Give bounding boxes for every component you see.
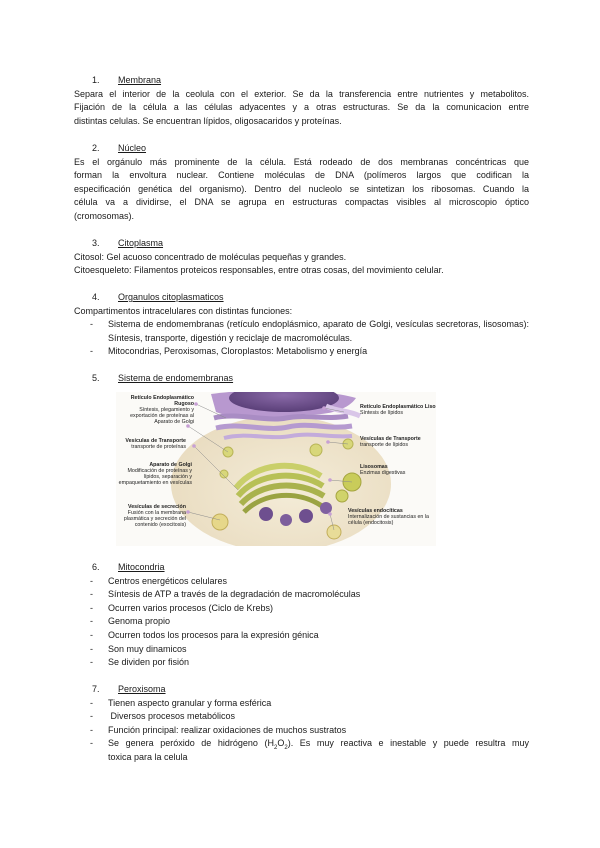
- text-part: O: [277, 738, 285, 749]
- label-transport-vesicles-right: [360, 436, 436, 448]
- list-item: - Tienen aspecto granular y forma esférica: [74, 697, 529, 711]
- text-part: toxica para la celula: [108, 751, 188, 762]
- list-item-text: Centros energéticos celulares: [108, 575, 228, 586]
- section-organulos: [74, 291, 529, 359]
- label-title: Vesículas endocíticas: [348, 508, 403, 514]
- section-intro: Compartimentos intracelulares con distintas funciones:: [74, 305, 293, 316]
- section-number: 4.: [92, 292, 100, 302]
- label-desc: Internalización de sustancias en la célula (endocitosis): [348, 514, 429, 526]
- section-title: Peroxisoma: [118, 684, 166, 694]
- section-number: 5.: [92, 373, 100, 383]
- section-endomembranas: [74, 372, 529, 386]
- label-title: Retículo Endoplasmático Liso: [360, 404, 436, 410]
- label-rer: [116, 395, 194, 425]
- paragraph-line: forman la envoltura nuclear. Contiene moléculas de DNA (polímeros largos que codifican la: [74, 170, 529, 181]
- text-part: ). Es muy reactiva e inestable y puede resultra muy: [287, 738, 529, 749]
- list-item: - Síntesis de ATP a través de la degradación de macromoléculas: [74, 588, 529, 602]
- section-title: Organulos citoplasmaticos: [118, 292, 224, 302]
- paragraph-line: Citoesqueleto: Filamentos proteicos responsables, entre otras cosas, del movimiento celular.: [74, 265, 444, 276]
- section-citoplasma: [74, 237, 529, 278]
- section-number: 6.: [92, 562, 100, 572]
- paragraph-line: Fijación de la célula a las células adyacentes y a otras estructuras. Se da la comunicacion entre: [74, 102, 529, 113]
- label-desc: Síntesis de lípidos: [360, 410, 403, 416]
- paragraph-line: (cromosomas).: [74, 210, 135, 221]
- list-item: - Ocurren todos los procesos para la expresión génica: [74, 629, 529, 643]
- label-secretory-vesicles: [116, 504, 186, 528]
- subscript: 2: [284, 745, 288, 752]
- list-item-text: Genoma propio: [108, 616, 171, 627]
- paragraph-line: Citosol: Gel acuoso concentrado de moléculas pequeñas y grandes.: [74, 251, 347, 262]
- label-ser: [360, 404, 436, 416]
- list-item-text: Son muy dinamicos: [108, 643, 187, 654]
- list-item: - Se genera peróxido de hidrógeno $(H_2O_2)$. Es muy reactiva e inestable y puede resultra muy toxica para la celula: [74, 737, 529, 764]
- list-item: - Mitocondrias, Peroxisomas, Cloroplastos: Metabolismo y energía: [74, 345, 529, 359]
- endocytic-vesicle: [327, 525, 341, 539]
- section-nucleo: [74, 142, 529, 224]
- label-title: Lisosomas: [360, 464, 388, 470]
- label-desc: Síntesis, plegamiento y exportación de proteínas al Aparato de Golgi: [130, 407, 194, 425]
- section-title: Sistema de endomembranas: [118, 373, 234, 383]
- label-title: Vesículas de Transporte: [125, 438, 186, 444]
- vesicle: [310, 444, 322, 456]
- list-item-text: Sistema de endomembranas (retículo endoplásmico, aparato de Golgi, vesículas secretoras, lisosomas): Síntesis, transporte, digestión y reciclaje de macromoléculas.: [108, 319, 529, 343]
- vesicle: [320, 502, 332, 514]
- label-golgi: [116, 462, 192, 486]
- label-title: Retículo Endoplasmático Rugoso: [130, 395, 194, 407]
- section-number: 2.: [92, 143, 100, 153]
- rer-fold: [214, 416, 348, 419]
- list-item: - Función principal: realizar oxidaciones de muchos sustratos: [74, 724, 529, 738]
- section-mitocondria: [74, 561, 529, 670]
- section-title: Mitocondria: [118, 562, 165, 572]
- list-item-text: Tienen aspecto granular y forma esférica: [108, 697, 272, 708]
- label-title: Vesículas de Transporte: [360, 436, 421, 442]
- vesicle: [299, 509, 313, 523]
- vesicle: [220, 470, 228, 478]
- paragraph-line: distintas celulas. Se encuentran lípidos, oligosacaridos y proteínas.: [74, 115, 342, 126]
- list-item-text: Se dividen por fisión: [108, 657, 190, 668]
- list-item-text: Ocurren varios procesos (Ciclo de Krebs): [108, 602, 274, 613]
- paragraph-line: Es el orgánulo más prominente de la célula. Está rodeado de dos membranas concéntricas que: [74, 156, 529, 167]
- label-desc: transporte de lípidos: [360, 442, 408, 448]
- list-item-text: Síntesis de ATP a través de la degradación de macromoléculas: [108, 589, 361, 600]
- lysosome: [336, 490, 348, 502]
- list-item-text: Ocurren todos los procesos para la expresión génica: [108, 629, 319, 640]
- label-desc: Enzimas digestivas: [360, 470, 406, 476]
- label-desc: transporte de proteínas: [131, 444, 186, 450]
- list-item-text: [108, 737, 529, 764]
- list-item: - Son muy dinamicos: [74, 643, 529, 657]
- label-endocytic-vesicles: [348, 508, 434, 526]
- label-desc: Fusión con la membrana plasmática y secreción del contenido (exocitosis): [123, 510, 186, 528]
- section-membrana: [74, 74, 529, 128]
- rer-fold: [224, 435, 352, 438]
- paragraph-line: célula va a dividirse, el DNA se agrupa en estructuras compactas visibles al microscopio óptico: [74, 197, 529, 208]
- list-item-text: Mitocondrias, Peroxisomas, Cloroplastos: Metabolismo y energía: [108, 346, 368, 357]
- list-item: - Diversos procesos metabólicos: [74, 710, 529, 724]
- list-item-text: Función principal: realizar oxidaciones de muchos sustratos: [108, 724, 347, 735]
- list-item: - Centros energéticos celulares: [74, 575, 529, 589]
- label-title: Aparato de Golgi: [149, 462, 192, 468]
- label-desc: Modificación de proteínas y lípidos, separación y empaquetamiento en vesículas: [118, 468, 192, 486]
- section-title: Membrana: [118, 75, 162, 85]
- list-item: - Sistema de endomembranas (retículo endoplásmico, aparato de Golgi, vesículas secretoras, lisosomas): Síntesis, transporte, digestión y reciclaje de macromoléculas.: [74, 318, 529, 345]
- label-transport-vesicles-left: [116, 438, 186, 450]
- label-lysosomes: [360, 464, 436, 476]
- label-title: Vesículas de secreción: [127, 504, 186, 510]
- subscript: 2: [274, 745, 278, 752]
- list-item-text: Diversos procesos metabólicos: [108, 711, 236, 722]
- section-number: 1.: [92, 75, 100, 85]
- list-item: - Ocurren varios procesos (Ciclo de Krebs): [74, 602, 529, 616]
- secretory-vesicle: [212, 514, 228, 530]
- text-part: Se genera peróxido de hidrógeno (H: [108, 738, 274, 749]
- list-item: - Se dividen por fisión: [74, 656, 529, 670]
- list-item: - Genoma propio: [74, 615, 529, 629]
- section-title: Citoplasma: [118, 238, 164, 248]
- section-number: 7.: [92, 684, 100, 694]
- section-number: 3.: [92, 238, 100, 248]
- section-peroxisoma: [74, 683, 529, 765]
- paragraph-line: especificación genética del organismo). Dentro del nucleolo se sintetizan los ribosomas. Cuando la: [74, 183, 529, 194]
- rer-fold: [216, 425, 352, 428]
- paragraph-line: Separa el interior de la ceolula con el exterior. Se da la transferencia entre nutrientes y metabolitos.: [74, 88, 529, 99]
- vesicle: [280, 514, 292, 526]
- vesicle: [259, 507, 273, 521]
- section-title: Núcleo: [118, 143, 147, 153]
- endomembrane-figure: [116, 392, 436, 546]
